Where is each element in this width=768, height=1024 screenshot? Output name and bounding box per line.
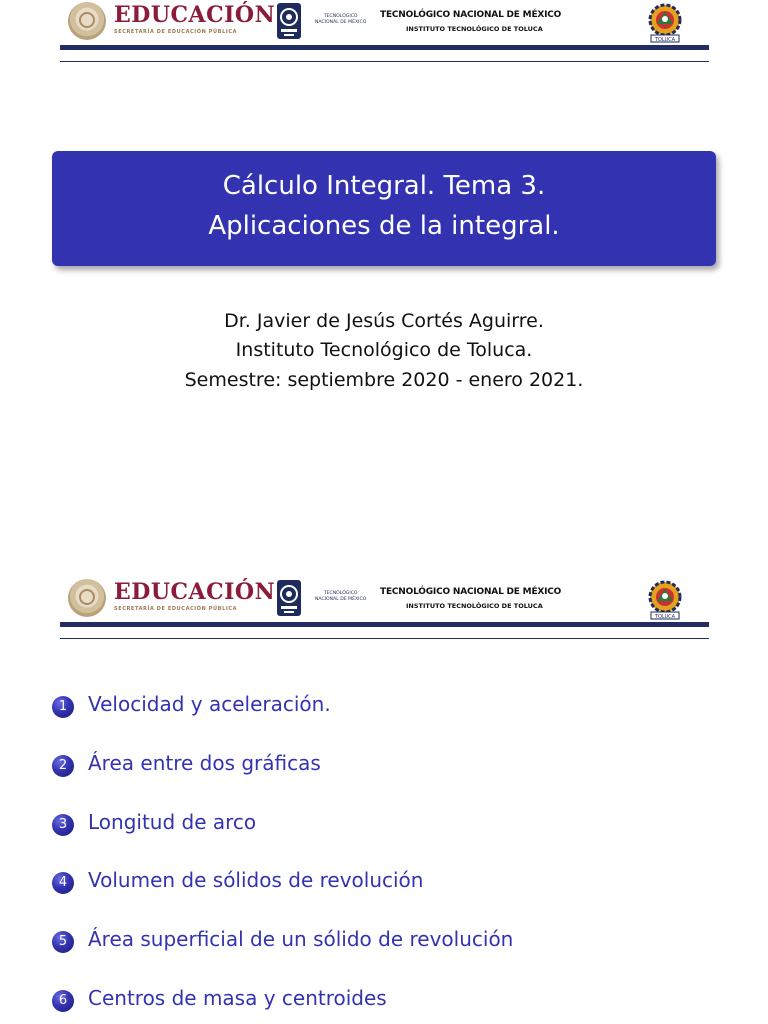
coat-of-arms-icon [68, 579, 106, 617]
toc-label: Velocidad y aceleración. [88, 692, 331, 716]
sep-logo-subtitle: SECRETARÍA DE EDUCACIÓN PÚBLICA [114, 606, 238, 612]
sep-logo-title: EDUCACIÓN [114, 579, 276, 605]
slide1-header [60, 0, 709, 50]
sep-logo-subtitle: SECRETARÍA DE EDUCACIÓN PÚBLICA [114, 29, 238, 35]
header-rule [60, 61, 709, 62]
header-rule [60, 638, 709, 639]
toc-number-badge: 2 [52, 755, 74, 777]
slide2-header [60, 577, 709, 627]
author-name: Dr. Javier de Jesús Cortés Aguirre. [224, 310, 544, 332]
title-line-1: Cálculo Integral. Tema 3. [222, 171, 546, 201]
coat-of-arms-icon [68, 2, 106, 40]
toc-label: Área entre dos gráficas [88, 751, 321, 775]
title-box [52, 151, 716, 266]
toc-number-badge: 4 [52, 872, 74, 894]
toluca-logo-icon [645, 579, 685, 621]
toc-label: Área superficial de un sólido de revolución [88, 927, 514, 951]
toluca-logo-icon [645, 2, 685, 44]
tecnm-heading: TECNOLÓGICO NACIONAL DE MÉXICO [380, 587, 562, 597]
toc-label: Longitud de arco [88, 810, 257, 834]
toc-number-badge: 3 [52, 814, 74, 836]
tecnm-subheading: INSTITUTO TECNOLÓGICO DE TOLUCA [406, 602, 543, 610]
tecnm-subheading: INSTITUTO TECNOLÓGICO DE TOLUCA [406, 25, 543, 33]
semester-text: Semestre: septiembre 2020 - enero 2021. [184, 369, 584, 391]
tecnm-emblem-icon [275, 1, 303, 41]
title-line-2: Aplicaciones de la integral. [208, 211, 560, 241]
tecnm-heading: TECNOLÓGICO NACIONAL DE MÉXICO [380, 10, 562, 20]
tecnm-small-text [315, 591, 366, 603]
tecnm-small-line1: TECNOLÓGICO [323, 14, 358, 19]
header-bar [60, 45, 709, 50]
toc-number-badge: 5 [52, 931, 74, 953]
toc-label: Centros de masa y centroides [88, 986, 387, 1010]
tecnm-small-line2: NACIONAL DE MÉXICO [315, 597, 367, 602]
sep-logo-title: EDUCACIÓN [114, 2, 276, 28]
toc-label: Volumen de sólidos de revolución [88, 868, 424, 892]
toluca-logo-text: TOLUCA [654, 37, 676, 43]
tecnm-small-line2: NACIONAL DE MÉXICO [315, 20, 367, 25]
tecnm-emblem-icon [275, 578, 303, 618]
tecnm-small-text [315, 14, 366, 26]
institute-name: Instituto Tecnológico de Toluca. [235, 339, 533, 361]
toc-number-badge: 1 [52, 696, 74, 718]
tecnm-small-line1: TECNOLÓGICO [323, 591, 358, 596]
toc-number-badge: 6 [52, 990, 74, 1012]
toluca-logo-text: TOLUCA [654, 614, 676, 620]
header-bar [60, 622, 709, 627]
